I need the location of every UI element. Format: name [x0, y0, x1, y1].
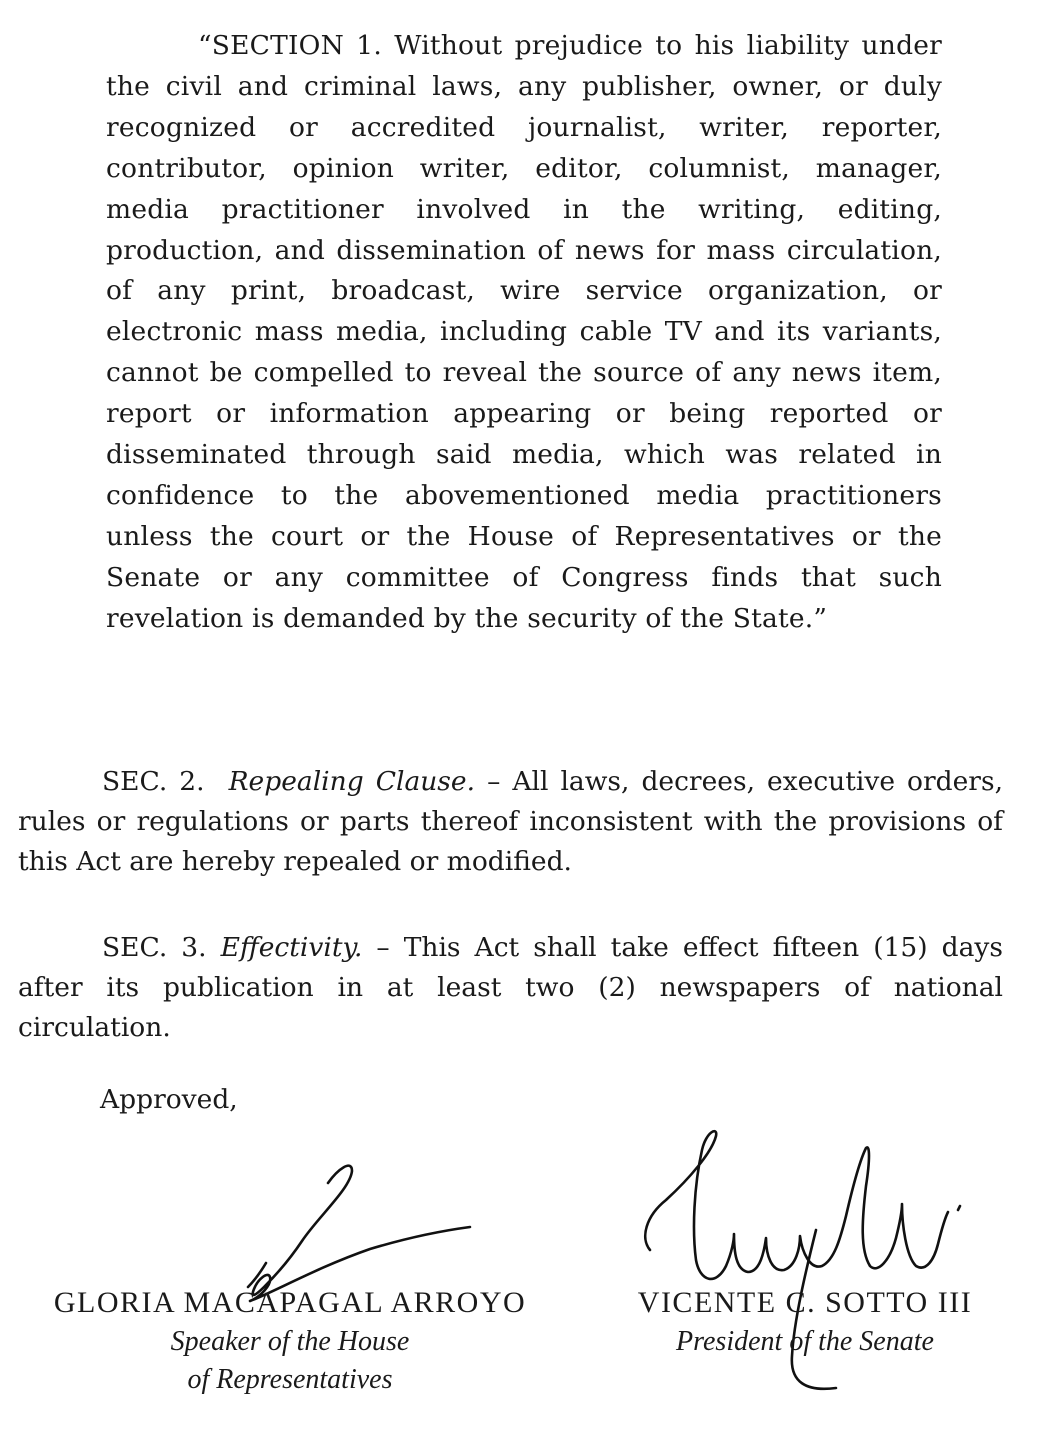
section-2-label: SEC. 2.: [102, 766, 205, 797]
section-1-paragraph: “SECTION 1. Without prejudice to his liability under the civil and criminal laws, any publisher, owner, or duly recognized or accredited journalist, writer, reporter, contributor, opinion writer, editor, columnist, manager, media practitioner involved in the writing, editing, production, and dissemination of news for mass circulation, of any print, broadcast, wire service organization, or electronic mass media, including cable TV and its variants, cannot be compelled to reveal the source of any news item, report or information appearing or being reported or disseminated through said media, which was related in confidence to the abovementioned media practitioners unless the court or the House of Representatives or the Senate or any committee of Congress finds that such revelation is demanded by the security of the State.”: [106, 30, 942, 634]
signatory-title-continued: of Representatives: [187, 1364, 393, 1395]
signature-senate-president: [620, 1120, 1000, 1410]
section-3-heading: Effectivity.: [220, 932, 363, 963]
signatory-senate-president: [600, 1283, 1010, 1361]
approved-label: Approved,: [100, 1084, 238, 1115]
signatory-title: President of the Senate: [676, 1326, 934, 1357]
section-3-paragraph: [18, 928, 1003, 1048]
signatory-name: GLORIA MACAPAGAL ARROYO: [53, 1286, 527, 1319]
signatory-title: Speaker of the House: [170, 1326, 410, 1357]
section-2-heading: Repealing Clause.: [228, 766, 476, 797]
section-3-body: – This Act shall take effect fifteen (15) days after its publication in at least two (2) newspapers of national circulation.: [18, 932, 1003, 1043]
section-2-body: – All laws, decrees, executive orders, rules or regulations or parts thereof inconsistent with the provisions of this Act are hereby repealed or modified.: [18, 766, 1003, 877]
signatory-name: VICENTE C. SOTTO III: [637, 1286, 973, 1319]
section-2-paragraph: [18, 762, 1003, 882]
section-3-label: SEC. 3.: [102, 932, 207, 963]
signatory-speaker: [0, 1283, 580, 1399]
